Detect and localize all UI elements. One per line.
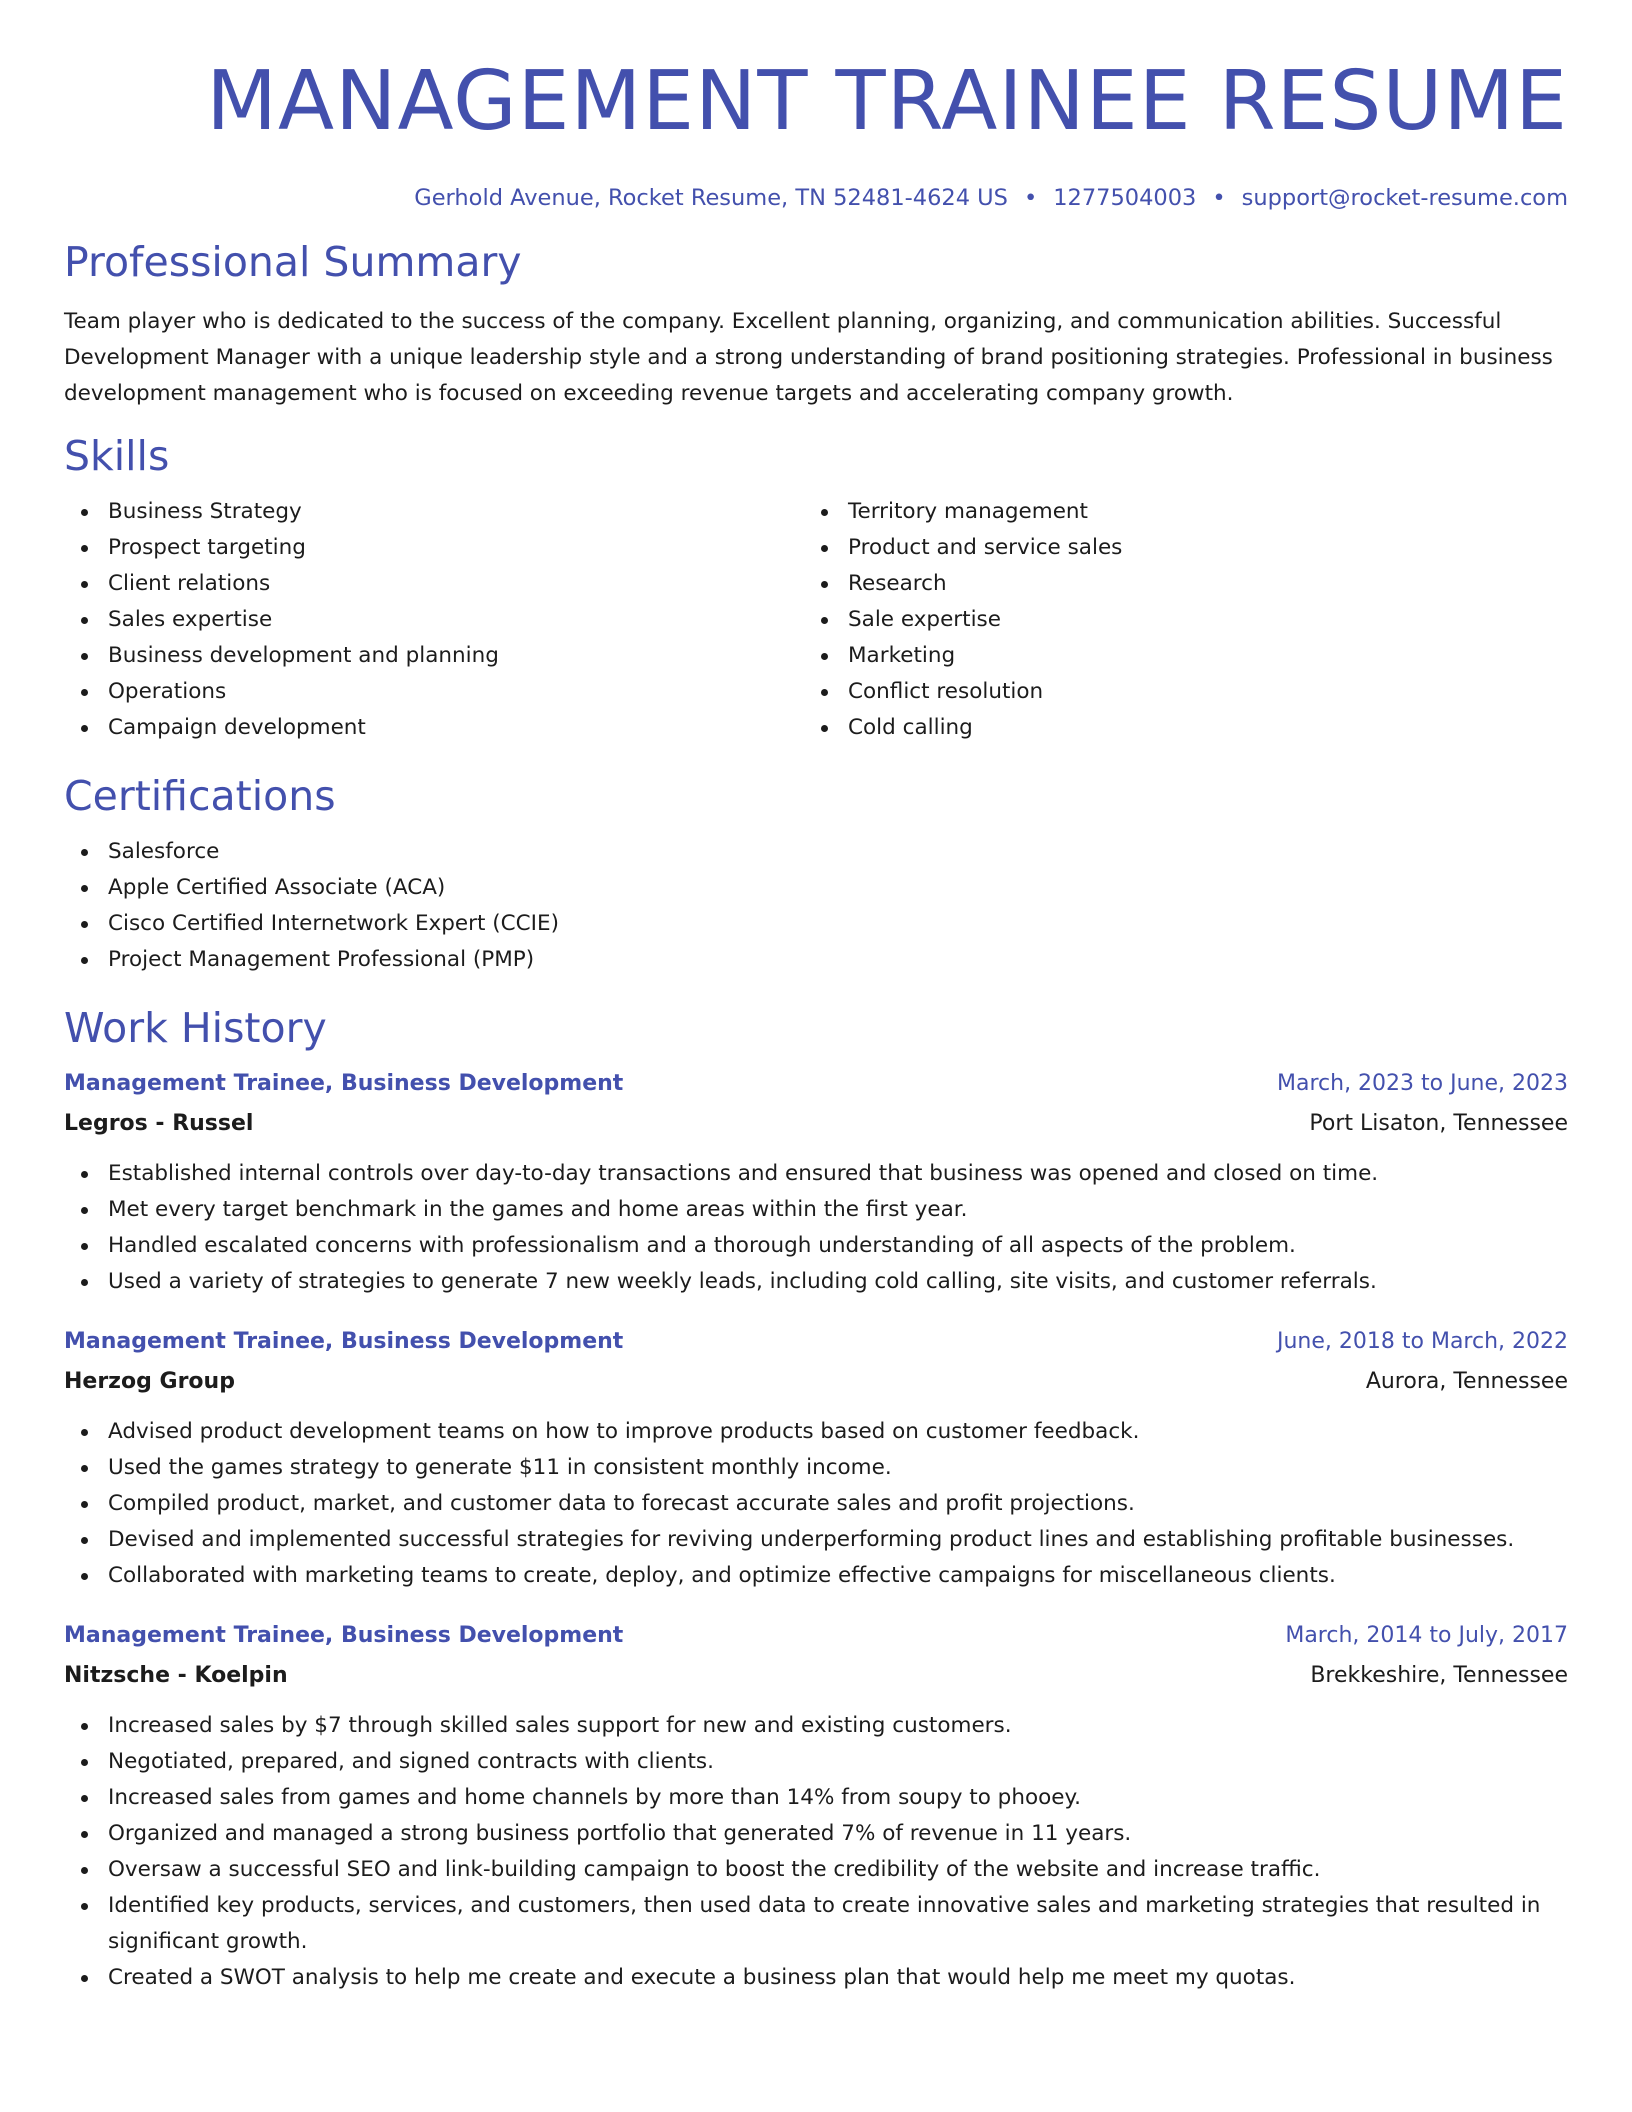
skill-item: Business Strategy bbox=[64, 494, 804, 530]
certification-item: Project Management Professional (PMP) bbox=[64, 942, 1568, 978]
skill-item: Conflict resolution bbox=[804, 674, 1544, 710]
job-dates: March, 2014 to July, 2017 bbox=[1285, 1623, 1568, 1648]
skill-item: Cold calling bbox=[804, 710, 1544, 746]
certifications-list bbox=[64, 834, 1568, 978]
job-role: Management Trainee, Business Development bbox=[64, 1071, 624, 1096]
job-header bbox=[64, 1322, 1568, 1362]
skills-section bbox=[64, 428, 1568, 746]
summary-heading: Professional Summary bbox=[64, 238, 522, 286]
work-history-section bbox=[64, 1000, 1568, 1996]
job-dates: March, 2023 to June, 2023 bbox=[1277, 1071, 1568, 1096]
job-bullet: Used the games strategy to generate $11 in consistent monthly income. bbox=[64, 1450, 1568, 1486]
skill-item: Marketing bbox=[804, 638, 1544, 674]
skill-item: Sales expertise bbox=[64, 602, 804, 638]
job-company: Herzog Group bbox=[64, 1369, 235, 1394]
job-subheader bbox=[64, 1362, 1568, 1402]
skills-columns bbox=[64, 494, 1568, 746]
skill-item: Campaign development bbox=[64, 710, 804, 746]
job-location: Brekkeshire, Tennessee bbox=[1310, 1663, 1568, 1688]
skill-item: Product and service sales bbox=[804, 530, 1544, 566]
certifications-section bbox=[64, 768, 1568, 978]
job-bullets bbox=[64, 1414, 1568, 1594]
contact-separator: • bbox=[1212, 185, 1226, 211]
job-bullets bbox=[64, 1156, 1568, 1300]
certification-item: Cisco Certified Internetwork Expert (CCIE) bbox=[64, 906, 1568, 942]
job-subheader bbox=[64, 1104, 1568, 1144]
job-bullet: Organized and managed a strong business portfolio that generated 7% of revenue in 11 years. bbox=[64, 1816, 1568, 1852]
job-company: Nitzsche - Koelpin bbox=[64, 1663, 288, 1688]
skills-heading: Skills bbox=[64, 432, 170, 480]
job-location: Port Lisaton, Tennessee bbox=[1309, 1111, 1568, 1136]
job-bullet: Oversaw a successful SEO and link-building campaign to boost the credibility of the website and increase traffic. bbox=[64, 1852, 1568, 1888]
summary-section bbox=[64, 234, 1568, 412]
job-role: Management Trainee, Business Development bbox=[64, 1623, 624, 1648]
job-role: Management Trainee, Business Development bbox=[64, 1329, 624, 1354]
skill-item: Business development and planning bbox=[64, 638, 804, 674]
job-header bbox=[64, 1616, 1568, 1656]
skill-item: Research bbox=[804, 566, 1544, 602]
certification-item: Apple Certified Associate (ACA) bbox=[64, 870, 1568, 906]
job-bullet: Devised and implemented successful strategies for reviving underperforming product lines and establishing profitable businesses. bbox=[64, 1522, 1568, 1558]
contact-separator: • bbox=[1023, 185, 1038, 211]
job-bullet: Identified key products, services, and customers, then used data to create innovative sales and marketing strategies that resulted in significant growth. bbox=[64, 1888, 1568, 1960]
contact-email: support@rocket-resume.com bbox=[1241, 185, 1568, 211]
contact-phone: 1277504003 bbox=[1053, 185, 1197, 211]
skill-item: Prospect targeting bbox=[64, 530, 804, 566]
summary-text: Team player who is dedicated to the success of the company. Excellent planning, organizing, and communication abilities. Successful Development Manager with a unique leadership style and a strong understanding of brand positioning strategies. Professional in business development management who is focused on exceeding revenue targets and accelerating company growth. bbox=[64, 309, 1553, 406]
job-bullet: Increased sales from games and home channels by more than 14% from soupy to phooey. bbox=[64, 1780, 1568, 1816]
skill-item: Operations bbox=[64, 674, 804, 710]
work-history-heading: Work History bbox=[64, 1004, 327, 1052]
job-bullet: Advised product development teams on how to improve products based on customer feedback. bbox=[64, 1414, 1568, 1450]
job-bullet: Increased sales by $7 through skilled sales support for new and existing customers. bbox=[64, 1708, 1568, 1744]
resume-title: MANAGEMENT TRAINEE RESUME bbox=[206, 54, 1568, 149]
job-entry bbox=[64, 1322, 1568, 1594]
skills-list-left bbox=[64, 494, 804, 746]
certifications-heading: Certifications bbox=[64, 772, 336, 820]
job-bullet: Met every target benchmark in the games and home areas within the first year. bbox=[64, 1192, 1568, 1228]
job-bullets bbox=[64, 1708, 1568, 1996]
skill-item: Sale expertise bbox=[804, 602, 1544, 638]
certification-item: Salesforce bbox=[64, 834, 1568, 870]
skill-item: Territory management bbox=[804, 494, 1544, 530]
job-location: Aurora, Tennessee bbox=[1365, 1369, 1568, 1394]
job-company: Legros - Russel bbox=[64, 1111, 254, 1136]
job-bullet: Compiled product, market, and customer data to forecast accurate sales and profit projections. bbox=[64, 1486, 1568, 1522]
job-subheader bbox=[64, 1656, 1568, 1696]
job-entry bbox=[64, 1064, 1568, 1300]
contact-address: Gerhold Avenue, Rocket Resume, TN 52481-4624 US bbox=[414, 185, 1008, 211]
job-entry bbox=[64, 1616, 1568, 1996]
contact-line bbox=[64, 182, 1568, 214]
job-bullet: Negotiated, prepared, and signed contracts with clients. bbox=[64, 1744, 1568, 1780]
job-bullet: Handled escalated concerns with professionalism and a thorough understanding of all aspects of the problem. bbox=[64, 1228, 1568, 1264]
job-bullet: Collaborated with marketing teams to create, deploy, and optimize effective campaigns for miscellaneous clients. bbox=[64, 1558, 1568, 1594]
job-bullet: Created a SWOT analysis to help me create and execute a business plan that would help me meet my quotas. bbox=[64, 1960, 1568, 1996]
job-bullet: Established internal controls over day-to-day transactions and ensured that business was opened and closed on time. bbox=[64, 1156, 1568, 1192]
skill-item: Client relations bbox=[64, 566, 804, 602]
skills-list-right bbox=[804, 494, 1544, 746]
job-bullet: Used a variety of strategies to generate 7 new weekly leads, including cold calling, site visits, and customer referrals. bbox=[64, 1264, 1568, 1300]
job-header bbox=[64, 1064, 1568, 1104]
job-dates: June, 2018 to March, 2022 bbox=[1277, 1329, 1568, 1354]
